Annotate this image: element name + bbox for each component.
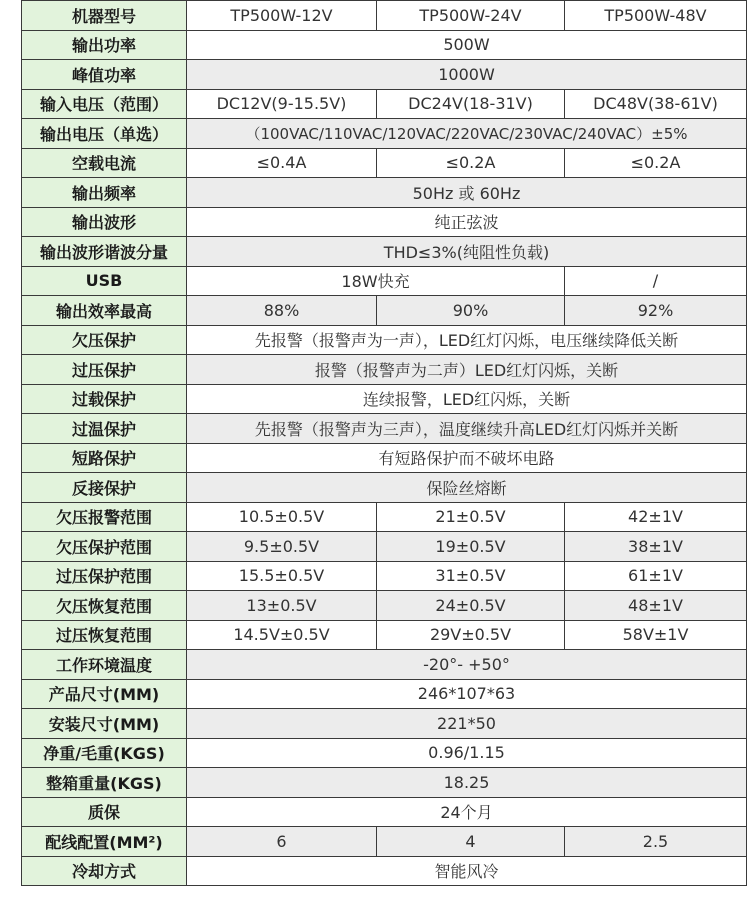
table-row [22, 591, 747, 621]
table-row [22, 178, 747, 208]
table-row [22, 827, 747, 857]
table-cell: 10.5±0.5V [187, 502, 377, 532]
table-row [22, 650, 747, 680]
row-label: 过温保护 [22, 414, 187, 444]
table-cell: 92% [565, 296, 747, 326]
table-row [22, 679, 747, 709]
table-row [22, 620, 747, 650]
table-cell: 21±0.5V [377, 502, 565, 532]
table-cell: 18.25 [187, 768, 747, 798]
table-cell: TP500W-24V [377, 1, 565, 31]
row-label: 欠压保护 [22, 325, 187, 355]
table-cell: 29V±0.5V [377, 620, 565, 650]
row-label: 空载电流 [22, 148, 187, 178]
row-label: 峰值功率 [22, 60, 187, 90]
table-row [22, 532, 747, 562]
table-row [22, 502, 747, 532]
row-label: 整箱重量(KGS) [22, 768, 187, 798]
table-row [22, 148, 747, 178]
table-cell: （100VAC/110VAC/120VAC/220VAC/230VAC/240VAC）±5% [187, 119, 747, 149]
spec-table-body [22, 1, 747, 886]
row-label: 输入电压（范围） [22, 89, 187, 119]
table-cell: 58V±1V [565, 620, 747, 650]
table-cell: 14.5V±0.5V [187, 620, 377, 650]
table-cell: TP500W-48V [565, 1, 747, 31]
table-cell: 智能风冷 [187, 856, 747, 886]
row-label: 机器型号 [22, 1, 187, 31]
table-cell: 61±1V [565, 561, 747, 591]
table-row [22, 414, 747, 444]
table-row [22, 856, 747, 886]
table-row [22, 325, 747, 355]
table-row [22, 119, 747, 149]
table-cell: 先报警（报警声为一声），LED红灯闪烁，电压继续降低关断 [187, 325, 747, 355]
table-row [22, 1, 747, 31]
table-row [22, 30, 747, 60]
row-label: 配线配置(MM²) [22, 827, 187, 857]
table-cell: 保险丝熔断 [187, 473, 747, 503]
table-cell: 18W快充 [187, 266, 565, 296]
table-row [22, 266, 747, 296]
table-cell: ≤0.4A [187, 148, 377, 178]
table-cell: DC48V(38-61V) [565, 89, 747, 119]
row-label: 安装尺寸(MM) [22, 709, 187, 739]
table-cell: 24±0.5V [377, 591, 565, 621]
table-cell: 4 [377, 827, 565, 857]
table-row [22, 296, 747, 326]
table-row [22, 443, 747, 473]
table-cell: 有短路保护而不破坏电路 [187, 443, 747, 473]
row-label: 输出频率 [22, 178, 187, 208]
table-row [22, 709, 747, 739]
table-row [22, 207, 747, 237]
table-cell: 90% [377, 296, 565, 326]
row-label: USB [22, 266, 187, 296]
row-label: 工作环境温度 [22, 650, 187, 680]
table-cell: -20°- +50° [187, 650, 747, 680]
table-row [22, 561, 747, 591]
row-label: 过载保护 [22, 384, 187, 414]
table-cell: 6 [187, 827, 377, 857]
table-cell: / [565, 266, 747, 296]
table-cell: 纯正弦波 [187, 207, 747, 237]
row-label: 欠压恢复范围 [22, 591, 187, 621]
table-cell: ≤0.2A [565, 148, 747, 178]
row-label: 产品尺寸(MM) [22, 679, 187, 709]
table-cell: DC24V(18-31V) [377, 89, 565, 119]
table-cell: DC12V(9-15.5V) [187, 89, 377, 119]
row-label: 冷却方式 [22, 856, 187, 886]
table-cell: 24个月 [187, 797, 747, 827]
table-cell: 48±1V [565, 591, 747, 621]
row-label: 净重/毛重(KGS) [22, 738, 187, 768]
table-row [22, 473, 747, 503]
table-cell: 1000W [187, 60, 747, 90]
table-row [22, 797, 747, 827]
row-label: 输出波形 [22, 207, 187, 237]
row-label: 输出电压（单选） [22, 119, 187, 149]
table-cell: 221*50 [187, 709, 747, 739]
table-cell: 0.96/1.15 [187, 738, 747, 768]
row-label: 欠压报警范围 [22, 502, 187, 532]
row-label: 过压恢复范围 [22, 620, 187, 650]
table-cell: 31±0.5V [377, 561, 565, 591]
row-label: 输出效率最高 [22, 296, 187, 326]
table-cell: 88% [187, 296, 377, 326]
table-row [22, 355, 747, 385]
table-cell: 19±0.5V [377, 532, 565, 562]
table-cell: 50Hz 或 60Hz [187, 178, 747, 208]
table-row [22, 60, 747, 90]
row-label: 质保 [22, 797, 187, 827]
row-label: 过压保护 [22, 355, 187, 385]
table-cell: 2.5 [565, 827, 747, 857]
row-label: 过压保护范围 [22, 561, 187, 591]
table-cell: 连续报警，LED红闪烁，关断 [187, 384, 747, 414]
table-row [22, 738, 747, 768]
table-row [22, 89, 747, 119]
table-cell: 9.5±0.5V [187, 532, 377, 562]
table-cell: THD≤3%(纯阻性负载) [187, 237, 747, 267]
spec-table [21, 0, 747, 886]
table-row [22, 384, 747, 414]
table-row [22, 768, 747, 798]
table-cell: TP500W-12V [187, 1, 377, 31]
table-cell: 38±1V [565, 532, 747, 562]
table-cell: 先报警（报警声为三声），温度继续升高LED红灯闪烁并关断 [187, 414, 747, 444]
table-cell: 246*107*63 [187, 679, 747, 709]
row-label: 短路保护 [22, 443, 187, 473]
table-cell: 报警（报警声为二声）LED红灯闪烁，关断 [187, 355, 747, 385]
table-cell: 13±0.5V [187, 591, 377, 621]
row-label: 欠压保护范围 [22, 532, 187, 562]
table-cell: 15.5±0.5V [187, 561, 377, 591]
table-row [22, 237, 747, 267]
table-cell: 42±1V [565, 502, 747, 532]
table-cell: ≤0.2A [377, 148, 565, 178]
row-label: 输出功率 [22, 30, 187, 60]
row-label: 输出波形谐波分量 [22, 237, 187, 267]
table-cell: 500W [187, 30, 747, 60]
row-label: 反接保护 [22, 473, 187, 503]
